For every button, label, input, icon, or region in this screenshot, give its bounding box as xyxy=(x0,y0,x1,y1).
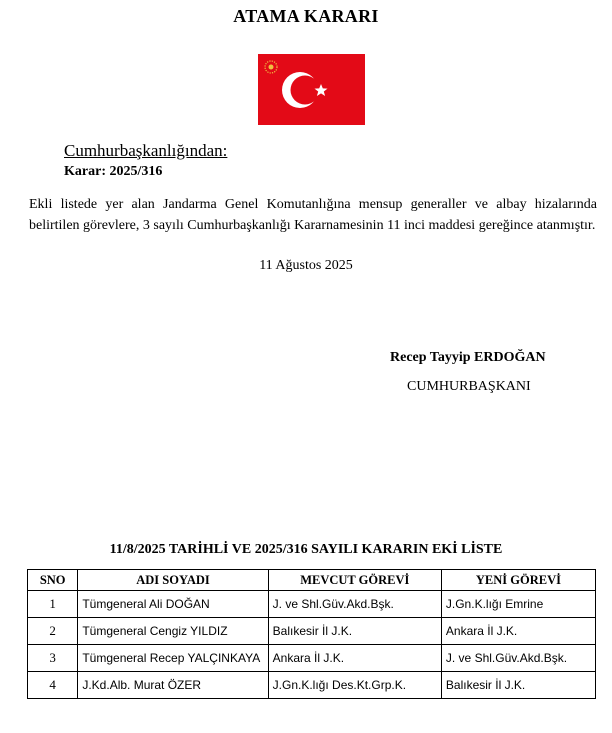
signatory-title: CUMHURBAŞKANI xyxy=(407,379,531,394)
row-current-duty: Balıkesir İl J.K. xyxy=(268,618,441,645)
row-current-duty: J.Gn.K.lığı Des.Kt.Grp.K. xyxy=(268,672,441,699)
header-sno: SNO xyxy=(28,570,78,591)
table-row xyxy=(28,672,596,699)
row-name: Tümgeneral Recep YALÇINKAYA xyxy=(78,645,268,672)
row-current-duty: Ankara İl J.K. xyxy=(268,645,441,672)
annex-title: 11/8/2025 TARİHLİ VE 2025/316 SAYILI KARARIN EKİ LİSTE xyxy=(109,542,503,557)
row-new-duty: J. ve Shl.Güv.Akd.Bşk. xyxy=(441,645,595,672)
header-new-duty: YENİ GÖREVİ xyxy=(441,570,595,591)
row-name: Tümgeneral Cengiz YILDIZ xyxy=(78,618,268,645)
row-sno: 3 xyxy=(28,645,78,672)
row-name: Tümgeneral Ali DOĞAN xyxy=(78,591,268,618)
decision-body: Ekli listede yer alan Jandarma Genel Komutanlığına mensup generaller ve albay hizalarında belirtilen görevlere, 3 sayılı Cumhurbaşkanlığı Kararnamesinin 11 inci maddesi gereğince atanmıştır. xyxy=(29,197,597,233)
appointment-table xyxy=(27,569,596,699)
decision-date: 11 Ağustos 2025 xyxy=(259,258,353,273)
table-row xyxy=(28,645,596,672)
row-new-duty: Balıkesir İl J.K. xyxy=(441,672,595,699)
issuer-line: Cumhurbaşkanlığından: xyxy=(64,141,228,160)
turkish-flag-icon xyxy=(258,54,365,125)
table-row xyxy=(28,591,596,618)
table-header-row xyxy=(28,570,596,591)
header-name: ADI SOYADI xyxy=(78,570,268,591)
row-new-duty: Ankara İl J.K. xyxy=(441,618,595,645)
row-sno: 1 xyxy=(28,591,78,618)
table-row xyxy=(28,618,596,645)
signatory-name: Recep Tayyip ERDOĞAN xyxy=(390,350,546,365)
decision-number: Karar: 2025/316 xyxy=(64,164,163,179)
row-sno: 2 xyxy=(28,618,78,645)
document-title: ATAMA KARARI xyxy=(233,6,379,26)
row-current-duty: J. ve Shl.Güv.Akd.Bşk. xyxy=(268,591,441,618)
row-name: J.Kd.Alb. Murat ÖZER xyxy=(78,672,268,699)
header-current-duty: MEVCUT GÖREVİ xyxy=(268,570,441,591)
row-new-duty: J.Gn.K.lığı Emrine xyxy=(441,591,595,618)
row-sno: 4 xyxy=(28,672,78,699)
